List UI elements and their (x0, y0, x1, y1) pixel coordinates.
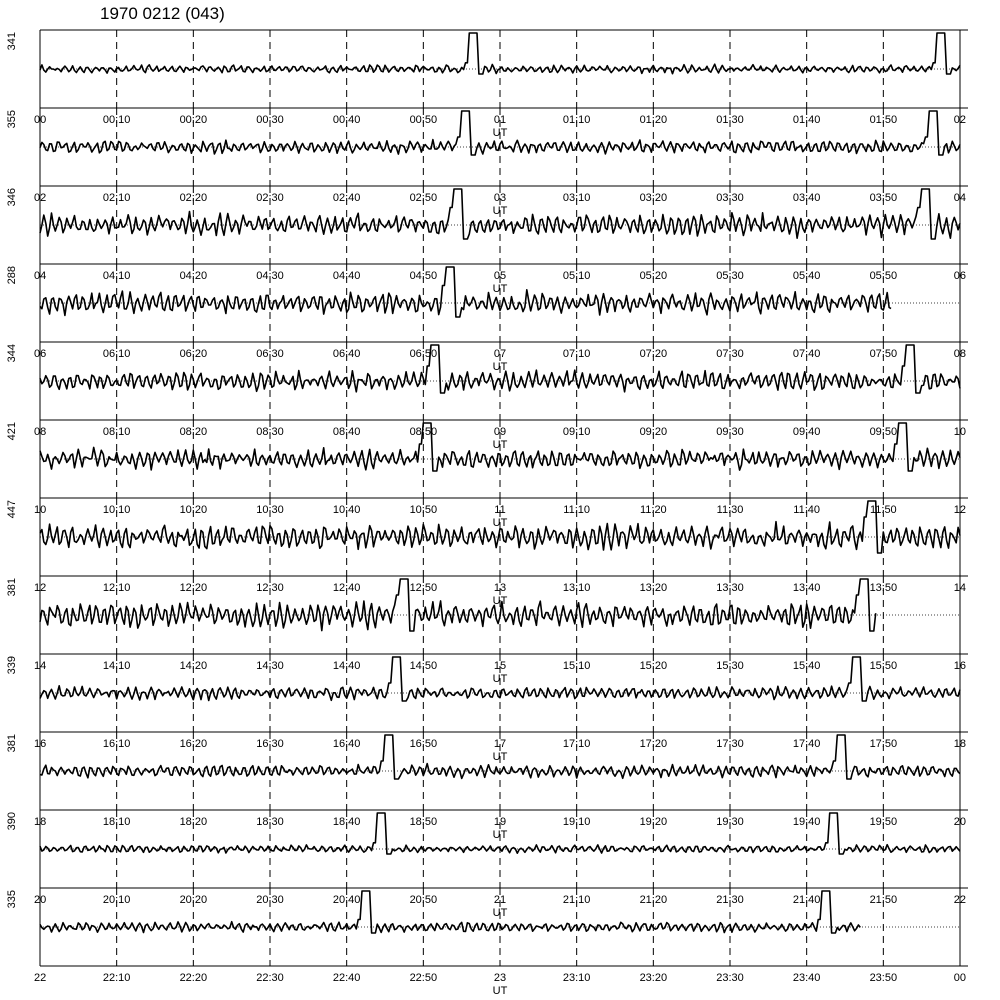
tick-label: 09 (493, 426, 507, 438)
tick-label: 04:40 (332, 270, 361, 282)
tick-label: 14:30 (256, 660, 284, 672)
tick-label: 10:10 (102, 504, 131, 516)
axis-label-ut: UT (492, 361, 508, 373)
tick-label: 16:40 (332, 738, 361, 750)
tick-label: 23 (493, 972, 507, 984)
tick-label: 23:30 (716, 972, 744, 984)
tick-label: 22 (953, 894, 966, 906)
tick-label: 00:10 (102, 114, 131, 126)
tick-label: 00 (953, 972, 966, 984)
tick-label: 20:30 (256, 894, 284, 906)
tick-label: 14 (953, 582, 966, 594)
tick-label: 19:30 (716, 816, 744, 828)
tick-label: 01 (493, 114, 507, 126)
tick-label: 00 (34, 114, 47, 126)
tick-label: 04:10 (102, 270, 131, 282)
tick-label: 04 (953, 192, 966, 204)
tick-label: 02:30 (256, 192, 284, 204)
tick-label: 18:20 (179, 816, 208, 828)
strip-label: 335 (6, 890, 18, 909)
tick-label: 05:50 (869, 270, 898, 282)
tick-label: 12:40 (332, 582, 361, 594)
tick-label: 08 (34, 426, 47, 438)
tick-label: 23:10 (562, 972, 591, 984)
tick-label: 06 (34, 348, 47, 360)
tick-label: 19:10 (562, 816, 591, 828)
strip-label: 381 (6, 734, 18, 753)
tick-label: 01:10 (562, 114, 591, 126)
tick-label: 12 (953, 504, 966, 516)
tick-label: 05:30 (716, 270, 744, 282)
tick-label: 20:10 (102, 894, 131, 906)
axis-label-ut: UT (492, 205, 508, 217)
tick-label: 07 (493, 348, 507, 360)
tick-label: 01:30 (716, 114, 744, 126)
tick-label: 06:50 (409, 348, 438, 360)
tick-label: 03:10 (562, 192, 591, 204)
strip-label: 288 (6, 266, 18, 285)
tick-label: 05:40 (792, 270, 821, 282)
tick-label: 19:20 (639, 816, 668, 828)
tick-label: 04:50 (409, 270, 438, 282)
tick-label: 15:40 (792, 660, 821, 672)
tick-label: 17:50 (869, 738, 898, 750)
tick-label: 12:30 (256, 582, 284, 594)
tick-label: 11 (494, 504, 506, 516)
tick-label: 00:40 (332, 114, 361, 126)
seismic-trace (40, 33, 960, 74)
axis-label-ut: UT (492, 517, 508, 529)
tick-label: 02:20 (179, 192, 208, 204)
tick-label: 22:20 (179, 972, 208, 984)
axis-label-ut: UT (492, 127, 508, 139)
tick-label: 07:30 (716, 348, 744, 360)
tick-label: 10:40 (332, 504, 361, 516)
tick-label: 13:20 (639, 582, 668, 594)
tick-label: 22 (34, 972, 47, 984)
axis-label-ut: UT (492, 751, 508, 763)
tick-label: 10:30 (256, 504, 284, 516)
tick-label: 06:30 (256, 348, 284, 360)
tick-label: 16 (953, 660, 966, 672)
tick-label: 16:50 (409, 738, 438, 750)
tick-label: 15:30 (716, 660, 744, 672)
tick-label: 08:20 (179, 426, 208, 438)
tick-label: 13:10 (562, 582, 591, 594)
tick-label: 05 (493, 270, 507, 282)
tick-label: 18:40 (332, 816, 361, 828)
tick-label: 17:20 (639, 738, 668, 750)
tick-label: 09:20 (639, 426, 668, 438)
tick-label: 10:20 (179, 504, 208, 516)
tick-label: 11:40 (793, 504, 821, 516)
tick-label: 05:10 (562, 270, 591, 282)
tick-label: 22:50 (409, 972, 438, 984)
tick-label: 14:10 (102, 660, 131, 672)
tick-label: 21:40 (792, 894, 821, 906)
tick-label: 19:40 (792, 816, 821, 828)
axis-label-ut: UT (492, 439, 508, 451)
tick-label: 03:20 (639, 192, 668, 204)
tick-label: 17:40 (792, 738, 821, 750)
tick-label: 07:20 (639, 348, 668, 360)
axis-label-ut: UT (492, 829, 508, 841)
tick-label: 18 (34, 816, 47, 828)
tick-label: 06 (953, 270, 966, 282)
seismic-trace (40, 579, 876, 631)
tick-label: 03:30 (716, 192, 744, 204)
tick-label: 05:20 (639, 270, 668, 282)
axis-label-ut: UT (492, 673, 508, 685)
axis-label-ut: UT (492, 985, 508, 997)
tick-label: 03:50 (869, 192, 898, 204)
tick-label: 18:50 (409, 816, 438, 828)
tick-label: 18 (953, 738, 966, 750)
tick-label: 17:30 (716, 738, 744, 750)
tick-label: 08:30 (256, 426, 284, 438)
tick-label: 12:50 (409, 582, 438, 594)
tick-label: 04:20 (179, 270, 208, 282)
tick-label: 15:50 (869, 660, 898, 672)
tick-label: 14:20 (179, 660, 208, 672)
tick-label: 01:40 (792, 114, 821, 126)
strip-label: 344 (6, 344, 18, 363)
tick-label: 21:10 (562, 894, 591, 906)
tick-label: 06:40 (332, 348, 361, 360)
tick-label: 04:30 (256, 270, 284, 282)
tick-label: 22:30 (256, 972, 284, 984)
tick-label: 11:20 (639, 504, 667, 516)
tick-label: 10 (34, 504, 47, 516)
tick-label: 15 (493, 660, 507, 672)
tick-label: 08:50 (409, 426, 438, 438)
tick-label: 03:40 (792, 192, 821, 204)
tick-label: 21:20 (639, 894, 668, 906)
tick-label: 16:30 (256, 738, 284, 750)
tick-label: 00:20 (179, 114, 208, 126)
tick-label: 13:40 (792, 582, 821, 594)
tick-label: 16:20 (179, 738, 208, 750)
tick-label: 22:10 (102, 972, 131, 984)
page-title: 1970 0212 (043) (100, 4, 225, 23)
tick-label: 02:40 (332, 192, 361, 204)
tick-label: 11:10 (563, 504, 591, 516)
tick-label: 09:10 (562, 426, 591, 438)
tick-label: 11:30 (716, 504, 744, 516)
tick-label: 20:50 (409, 894, 438, 906)
tick-label: 11:50 (869, 504, 897, 516)
tick-label: 13:30 (716, 582, 744, 594)
tick-label: 09:40 (792, 426, 821, 438)
tick-label: 17 (493, 738, 507, 750)
tick-label: 07:50 (869, 348, 898, 360)
strip-label: 447 (6, 500, 18, 519)
tick-label: 15:20 (639, 660, 668, 672)
tick-label: 21:50 (869, 894, 898, 906)
tick-label: 14 (34, 660, 47, 672)
tick-label: 02:10 (102, 192, 131, 204)
tick-label: 16 (34, 738, 47, 750)
tick-label: 21:30 (716, 894, 744, 906)
tick-label: 02 (34, 192, 47, 204)
tick-label: 07:10 (562, 348, 591, 360)
tick-label: 10 (953, 426, 966, 438)
tick-label: 18:30 (256, 816, 284, 828)
tick-label: 14:50 (409, 660, 438, 672)
tick-label: 12 (34, 582, 47, 594)
axis-label-ut: UT (492, 907, 508, 919)
tick-label: 13 (493, 582, 507, 594)
tick-label: 08:10 (102, 426, 131, 438)
seismic-trace (40, 267, 891, 317)
tick-label: 00:30 (256, 114, 284, 126)
tick-label: 02 (953, 114, 966, 126)
tick-label: 12:10 (102, 582, 131, 594)
tick-label: 20:40 (332, 894, 361, 906)
tick-label: 02:50 (409, 192, 438, 204)
tick-label: 00:50 (409, 114, 438, 126)
tick-label: 20:20 (179, 894, 208, 906)
tick-label: 20 (953, 816, 966, 828)
tick-label: 22:40 (332, 972, 361, 984)
tick-label: 20 (34, 894, 47, 906)
tick-label: 15:10 (562, 660, 591, 672)
strip-label: 390 (6, 812, 18, 831)
tick-label: 12:20 (179, 582, 208, 594)
tick-label: 19:50 (869, 816, 898, 828)
tick-label: 08 (953, 348, 966, 360)
tick-label: 06:20 (179, 348, 208, 360)
tick-label: 23:20 (639, 972, 668, 984)
tick-label: 23:40 (792, 972, 821, 984)
tick-label: 14:40 (332, 660, 361, 672)
tick-label: 01:50 (869, 114, 898, 126)
strip-label: 355 (6, 110, 18, 129)
tick-label: 06:10 (102, 348, 131, 360)
tick-label: 19 (493, 816, 507, 828)
axis-label-ut: UT (492, 283, 508, 295)
tick-label: 23:50 (869, 972, 898, 984)
tick-label: 03 (493, 192, 507, 204)
tick-label: 10:50 (409, 504, 438, 516)
strip-label: 346 (6, 188, 18, 207)
tick-label: 04 (34, 270, 47, 282)
tick-label: 18:10 (102, 816, 131, 828)
tick-label: 13:50 (869, 582, 898, 594)
tick-label: 09:50 (869, 426, 898, 438)
axis-label-ut: UT (492, 595, 508, 607)
tick-label: 01:20 (639, 114, 668, 126)
tick-label: 17:10 (562, 738, 591, 750)
strip-label: 341 (6, 32, 18, 51)
tick-label: 09:30 (716, 426, 744, 438)
tick-label: 07:40 (792, 348, 821, 360)
strip-label: 381 (6, 578, 18, 597)
tick-label: 08:40 (332, 426, 361, 438)
strip-label: 421 (6, 422, 18, 441)
tick-label: 16:10 (102, 738, 131, 750)
strip-label: 339 (6, 656, 18, 675)
tick-label: 21 (493, 894, 507, 906)
